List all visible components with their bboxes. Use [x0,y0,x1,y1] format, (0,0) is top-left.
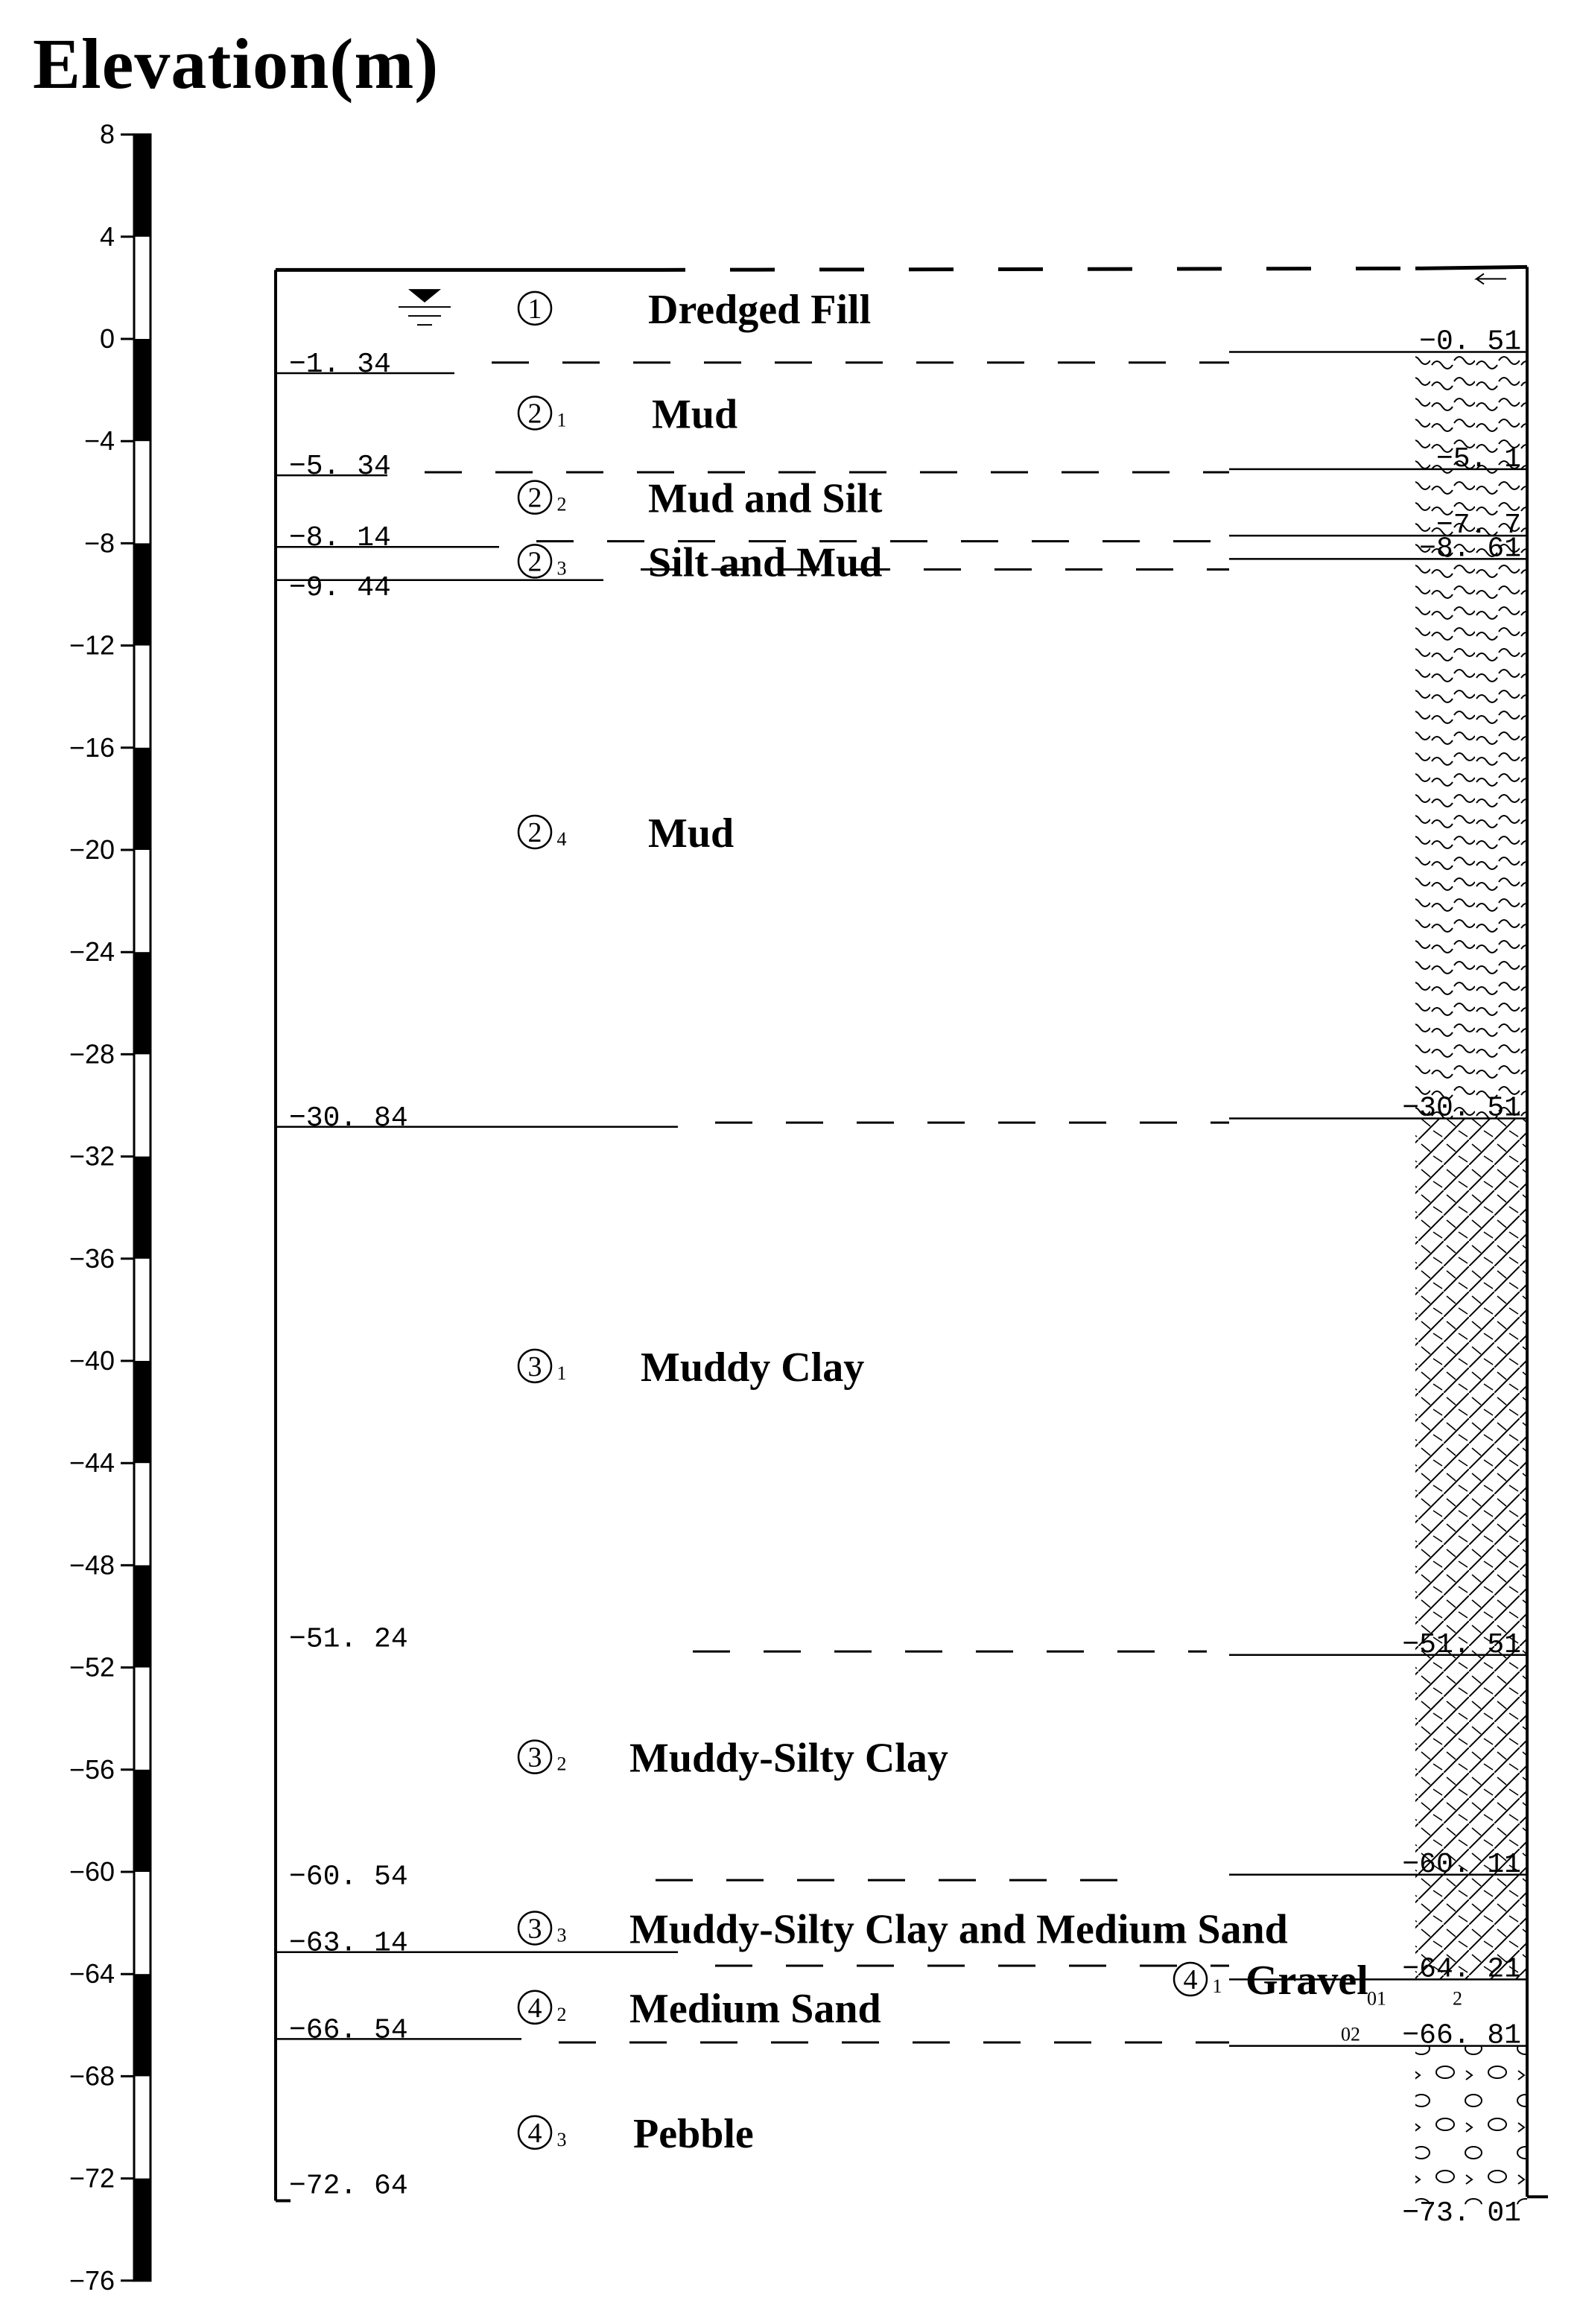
left-elevation-label: −60. 54 [289,1861,408,1893]
right-elevation-label: −0. 51 [1419,326,1521,358]
layer-label-number: 4 [527,1992,542,2024]
scale-tick-label: 8 [99,118,115,150]
gravel-lens-label-subscript: 1 [1212,1975,1222,1998]
scale-bar-segment [134,1770,150,1872]
layer-label-subscript: 4 [556,828,567,850]
scale-bar-segment [134,339,150,441]
right-elevation-label: −7. 7 [1435,509,1521,542]
scale-tick-label: −64 [69,1958,115,1990]
layer-label-name: Mud [648,810,735,857]
small-mark-label: 2 [1453,1987,1462,2010]
right-elevation-label: −30. 51 [1402,1092,1521,1125]
scale-bar-segment [134,2179,150,2281]
scale-bar-segment [134,952,150,1054]
left-elevation-label: −66. 54 [289,2014,408,2047]
right-elevation-label: −8. 61 [1419,533,1521,565]
layer-label-name: Muddy Clay [641,1344,865,1391]
water-table-icon [408,289,441,302]
scale-tick-label: −52 [69,1651,115,1683]
scale-tick-label: −56 [69,1753,115,1785]
ground-surface-line [1415,267,1527,268]
scale-bar-segment [134,543,150,645]
scale-tick-label: −24 [69,936,115,968]
gravel-lens-label-name: Gravel [1246,1958,1368,2004]
ground-surface-dash [641,268,1415,270]
layer-label-subscript: 3 [556,557,567,580]
scale-tick-label: −60 [69,1856,115,1887]
scale-bar-segment [134,1361,150,1463]
gravel-lens-label-number: 4 [1183,1964,1198,1996]
layer-label-subscript: 1 [556,409,567,431]
layer-label-subscript: 2 [556,493,567,515]
small-mark-label: 01 [1367,1987,1386,2010]
right-elevation-label: −51. 51 [1402,1628,1521,1661]
scale-tick-label: −76 [69,2264,115,2296]
layer-label-number: 2 [527,816,542,848]
right-elevation-label: −64. 21 [1402,1953,1521,1986]
layer-label-name: Mud and Silt [648,475,883,522]
scale-tick-label: −68 [69,2060,115,2092]
left-elevation-label: −1. 34 [289,348,391,381]
diagram-title: Elevation(m) [33,24,440,104]
scale-tick-label: −40 [69,1345,115,1376]
scale-tick-label: −8 [83,527,115,559]
scale-tick-label: −48 [69,1549,115,1581]
arrow-icon [1476,273,1506,284]
right-elevation-label: −60. 11 [1402,1848,1521,1881]
layer-label-name: Muddy-Silty Clay [629,1735,948,1782]
left-elevation-label: −51. 24 [289,1623,408,1656]
left-elevation-label: −72. 64 [289,2170,408,2203]
layer-label-number: 3 [527,1913,542,1945]
right-elevation-label: −5. 1 [1435,442,1521,475]
scale-tick-label: −20 [69,834,115,865]
scale-bar-segment [134,1974,150,2076]
scale-tick-label: 0 [99,323,115,354]
left-elevation-label: −30. 84 [289,1102,408,1134]
scale-tick-label: −4 [83,425,115,457]
layer-label-number: 2 [527,546,542,578]
layer-label-subscript: 2 [556,1753,567,1775]
layer-label-subscript: 1 [556,1362,567,1384]
scale-tick-label: 4 [99,220,115,252]
scale-tick-label: −36 [69,1242,115,1274]
right-elevation-label: −73. 01 [1402,2197,1521,2230]
layer-label-name: Silt and Mud [648,539,883,586]
layer-label-name: Muddy-Silty Clay and Medium Sand [629,1906,1288,1953]
scale-bar-segment [134,748,150,850]
layer-label-subscript: 2 [556,2003,567,2025]
layer-label-number: 3 [527,1742,542,1774]
left-elevation-label: −63. 14 [289,1927,408,1960]
scale-tick-label: −28 [69,1038,115,1070]
scale-tick-label: −72 [69,2162,115,2194]
scale-tick-label: −12 [69,629,115,661]
layer-label-name: Mud [652,391,738,438]
small-mark-label: 02 [1341,2023,1360,2045]
layer-label-name: Pebble [633,2110,754,2157]
layer-label-subscript: 3 [556,2128,567,2150]
scale-bar-segment [134,1565,150,1667]
scale-tick-label: −44 [69,1447,115,1479]
layer-label-name: Dredged Fill [648,286,872,333]
layer-label-number: 3 [527,1350,542,1382]
left-elevation-label: −9. 44 [289,571,391,604]
left-elevation-label: −5. 34 [289,451,391,483]
scale-tick-label: −16 [69,731,115,763]
layer-label-number: 4 [527,2117,542,2149]
scale-bar-segment [134,135,150,237]
scale-tick-label: −32 [69,1140,115,1172]
layer-label-name: Medium Sand [629,1985,881,2032]
layer-label-subscript: 3 [556,1924,567,1946]
right-elevation-label: −66. 81 [1402,2019,1521,2052]
layer-label-number: 1 [527,293,542,325]
scale-bar-segment [134,1157,150,1259]
left-elevation-label: −8. 14 [289,522,391,555]
layer-label-number: 2 [527,398,542,430]
pebble-fill [1415,2046,1527,2205]
layer-label-number: 2 [527,482,542,514]
